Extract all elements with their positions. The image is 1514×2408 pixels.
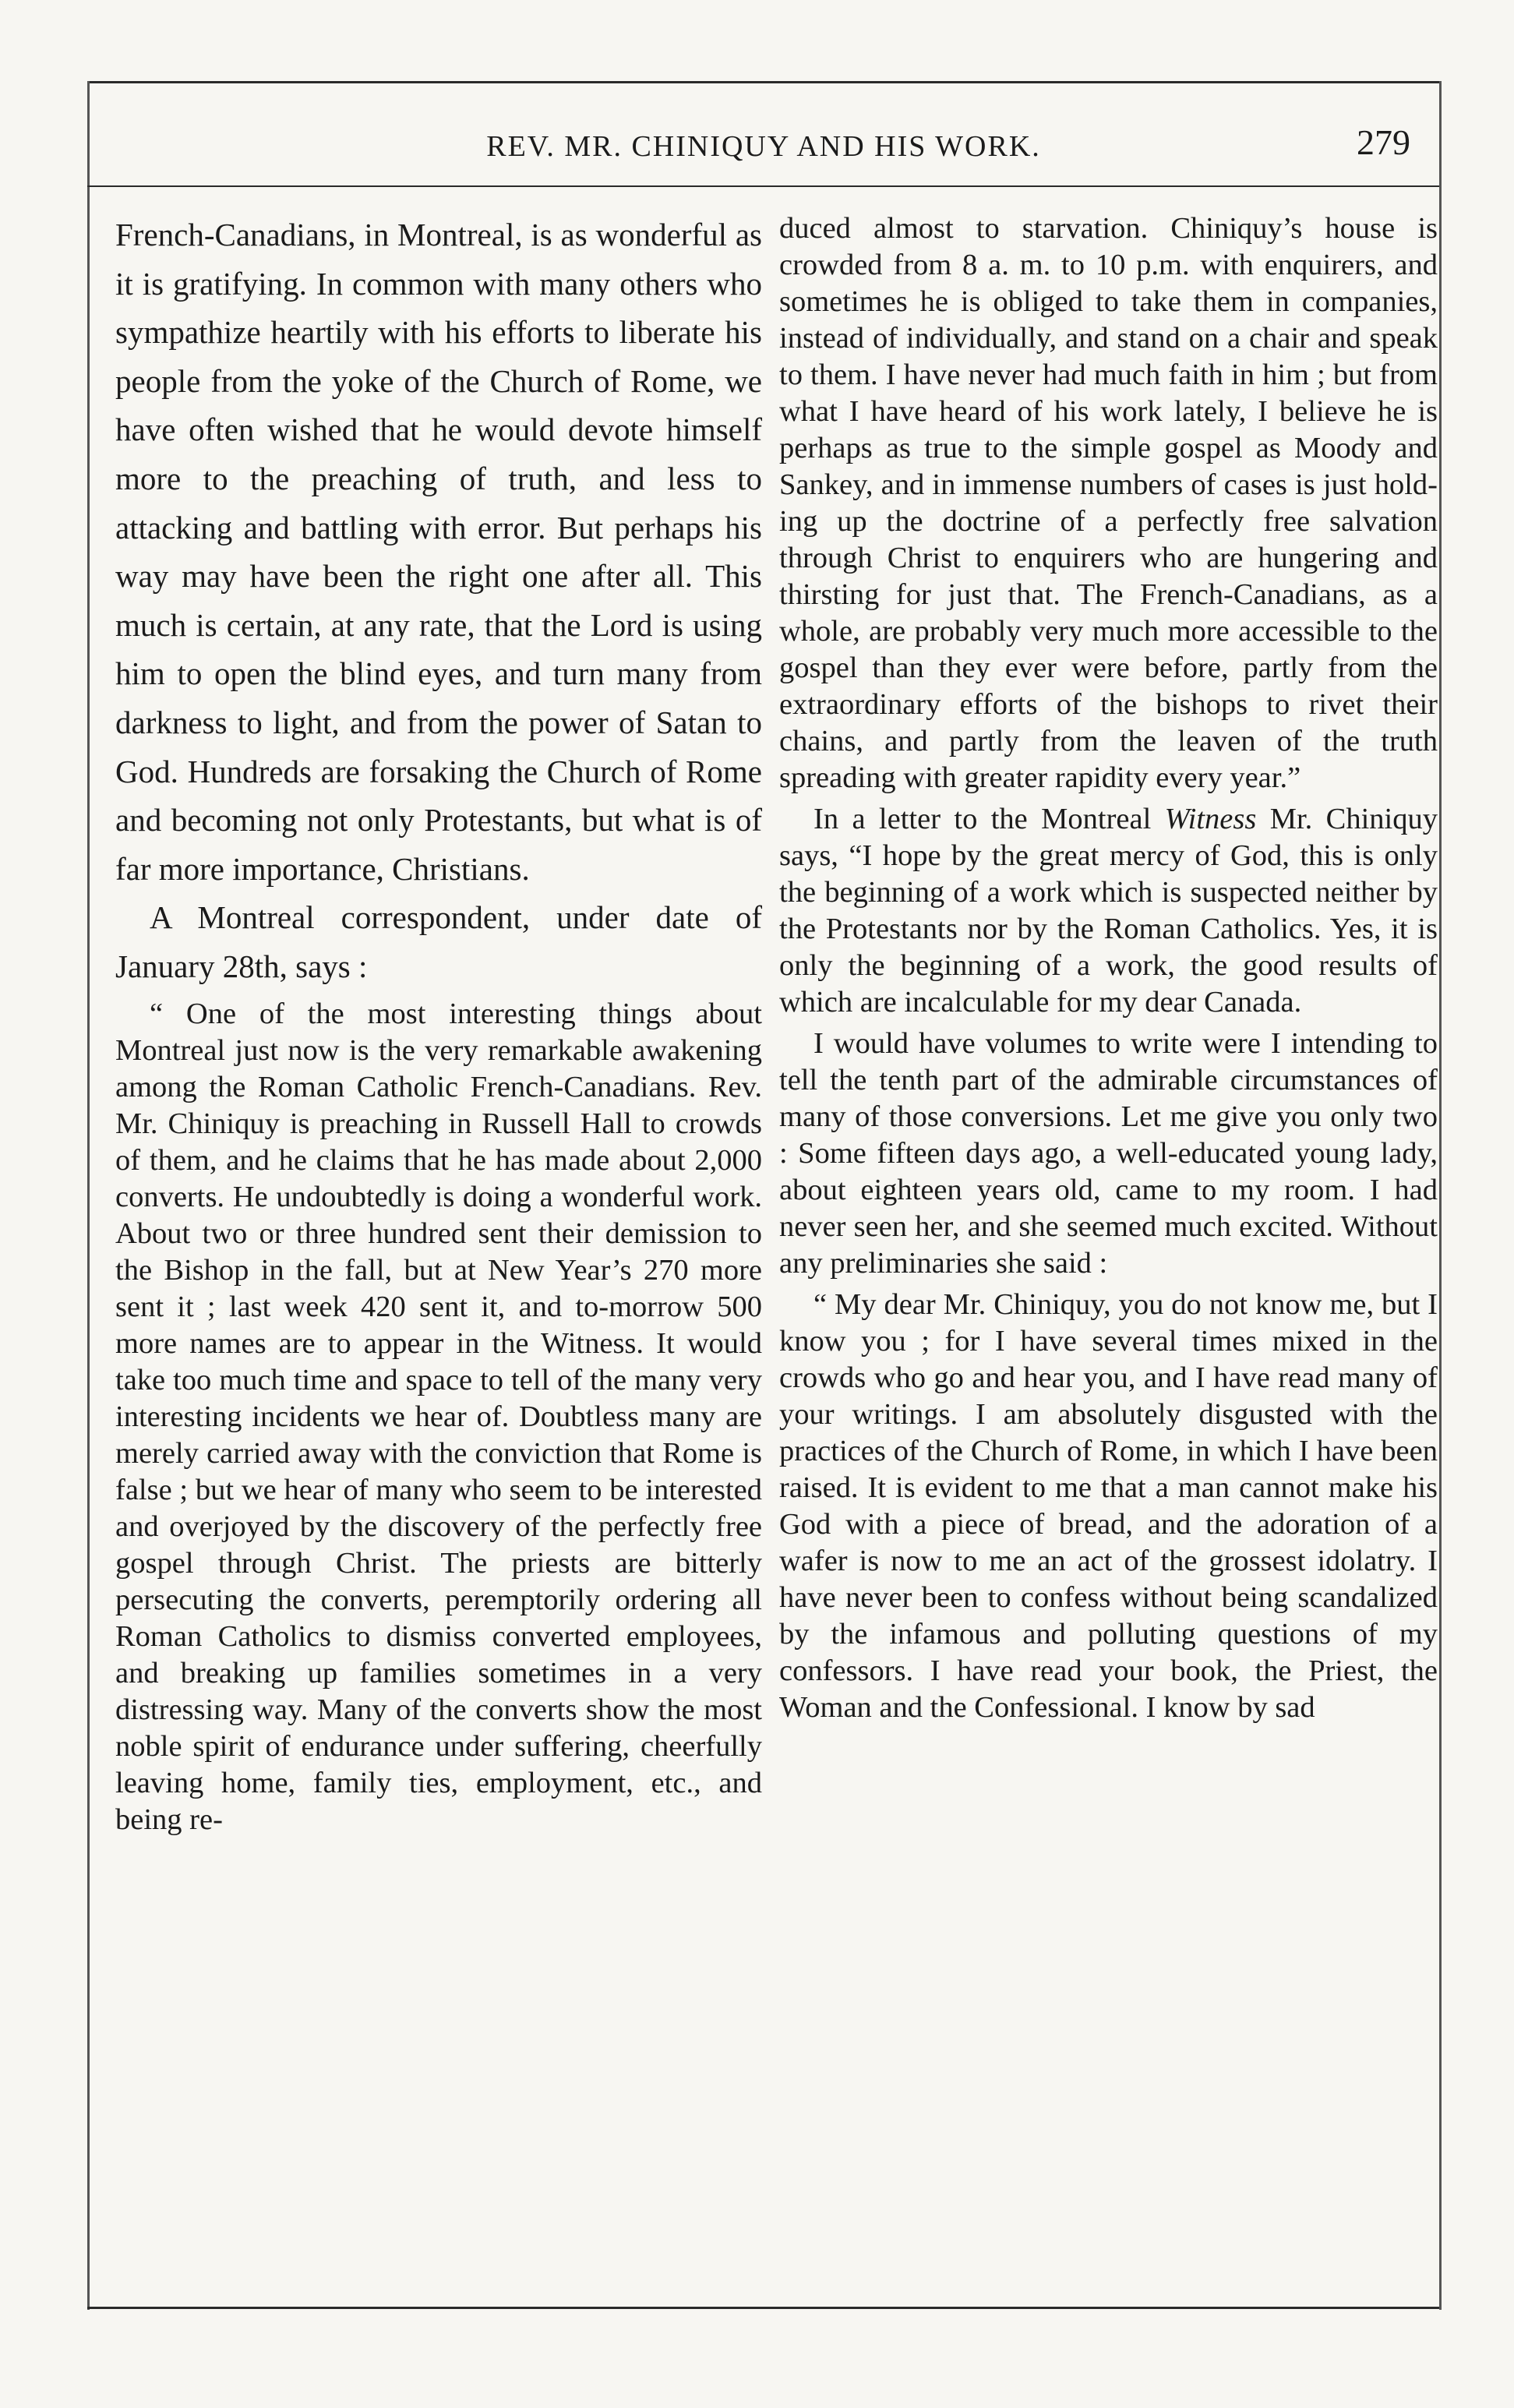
right-column [779, 210, 1438, 1726]
right-paragraph-4: “ My dear Mr. Chiniquy, you do not know me, but I know you ; for I have several times mixed in the crowds who go and hear you, and I have read many of your writings. I am absolutely disgusted with the practices of the Church of Rome, in which I have been raised. It is evident to me that a man cannot make his God with a piece of bread, and the adoration of a wafer is now to me an act of the grossest idolatry. I have never been to confess without being scandalized by the infamous and polluting questions of my confessors. I have read your book, the Priest, the Woman and the Confessional. I know by sad [779, 1288, 1438, 1724]
bottom-rule [87, 2307, 1439, 2309]
header-rule [87, 185, 1439, 187]
para2-lead-text: In a letter to the Montreal [813, 803, 1165, 835]
witness-italic: Witness [1164, 803, 1257, 835]
running-title: REV. MR. CHINIQUY AND HIS WORK. [486, 130, 1041, 163]
page-header [94, 122, 1434, 176]
page-number: 279 [1357, 122, 1410, 162]
right-paragraph-1: duced almost to starvation. Chiniquy’s house is crowded from 8 a. m. to 10 p.m. with enquirers, and sometimes he is obliged to take them in companies, instead of individually, and stand on a chair and speak to them. I have never had much faith in him ; but from what I have heard of his work lately, I believe he is perhaps as true to the simple gospel as Moody and Sankey, and in immense numbers of cases is just holding up the doctrine of a perfectly free salvation through Christ to enquirers who are hungering and thirsting for just that. The French-Canadians, as a whole, are probably very much more accessible to the gospel than they ever were before, partly from the extraordinary efforts of the bishops to rivet their chains, and partly from the leaven of the truth spreading with greater rapidity every year.” [779, 212, 1438, 794]
right-margin-line [1439, 81, 1442, 2310]
left-quote-paragraph: “ One of the most interesting things about Montreal just now is the very remarkable awakening among the Roman Catholic French-Canadians. Rev. Mr. Chiniquy is preaching in Russell Hall to crowds of them, and he claims that he has made about 2,000 converts. He undoubtedly is doing a wonderful work. About two or three hundred sent their demission to the Bishop in the fall, but at New Year’s 270 more sent it ; last week 420 sent it, and to-morrow 500 more names are to appear in the Witness. It would take too much time and space to tell of the many very interesting incidents we hear of. Doubtless many are merely carried away with the conviction that Rome is false ; but we hear of many who seem to be interested and overjoyed by the discovery of the perfectly free gospel through Christ. The priests are bitterly persecuting the converts, peremptorily ordering all Roman Catholics to dismiss converted employees, and breaking up families sometimes in a very distressing way. Many of the converts show the most noble spirit of endurance under suffering, cheerfully leaving home, family ties, employment, etc., and being re- [115, 997, 762, 1836]
left-margin-line [87, 81, 90, 2310]
left-paragraph-1: French-Canadians, in Montreal, is as wonderful as it is gratifying. In common with many others who sympathize heartily with his efforts to liberate his people from the yoke of the Church of Rome, we have often wished that he would devote himself more to the preaching of truth, and less to attacking and battling with error. But perhaps his way may have been the right one after all. This much is certain, at any rate, that the Lord is using him to open the blind eyes, and turn many from darkness to light, and from the power of Satan to God. Hundreds are forsaking the Church of Rome and becoming not only Protestants, but what is of far more importance, Christians. [115, 217, 762, 887]
right-paragraph-2 [779, 801, 1438, 1021]
left-column [115, 210, 762, 1838]
para2-body-text: Mr. Chiniquy says, “I hope by the great mercy of God, this is only the beginning of a work which is suspected neither by the Protestants nor by the Roman Catholics. Yes, it is only the beginning of a work, the good results of which are incalculable for my dear Canada. [779, 803, 1438, 1019]
top-rule [87, 81, 1439, 83]
right-paragraph-3: I would have volumes to write were I intending to tell the tenth part of the admirable circumstances of many of those conversions. Let me give you only two : Some fifteen days ago, a well-educated young lady, about eighteen years old, came to my room. I had never seen her, and she seemed much excited. Without any preliminaries she said : [779, 1027, 1438, 1280]
left-paragraph-2: A Montreal correspondent, under date of January 28th, says : [115, 899, 762, 984]
